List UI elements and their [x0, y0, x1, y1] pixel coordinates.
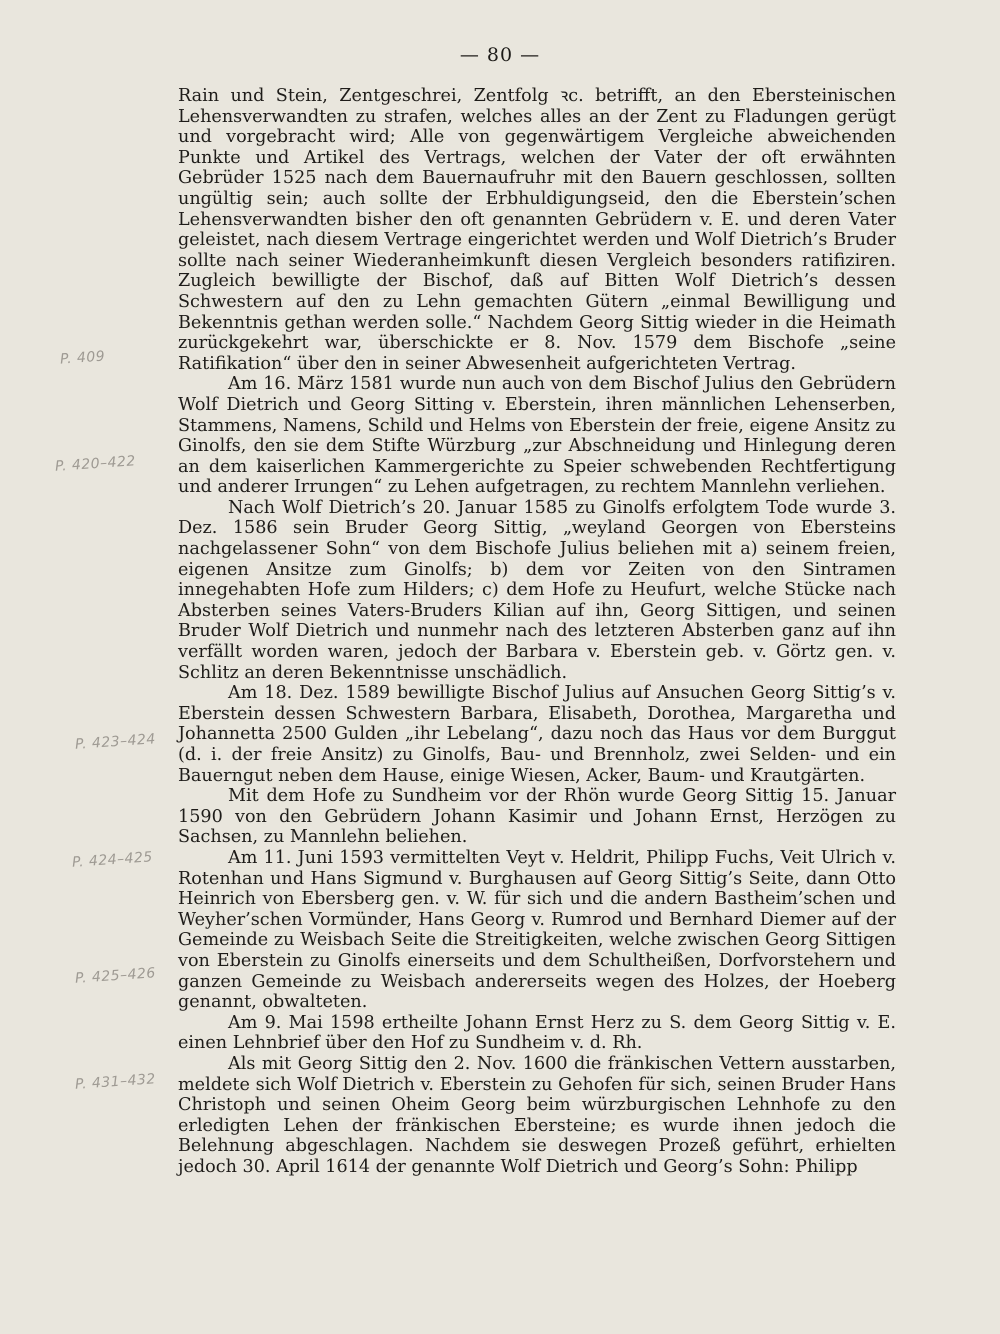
margin-note: P. 420–422: [54, 453, 137, 475]
paragraph: Am 18. Dez. 1589 bewilligte Bischof Julius auf Ansuchen Georg Sittig’s v. Eberstein dessen Schwestern Barbara, Elisabeth, Dorothea, Margaretha und Johannetta 2500 Gulden „ihr Lebelang“, dazu noch das Haus vor dem Burggut (d. i. der freie Ansitz) zu Ginolfs, Bau- und Brennholz, zwei Selden- und ein Bauerngut neben dem Hause, einige Wiesen, Acker, Baum- und Krautgärten.: [178, 683, 896, 786]
margin-note: P. 409: [59, 348, 106, 368]
margin-note: P. 424–425: [71, 849, 154, 871]
paragraph: Mit dem Hofe zu Sundheim vor der Rhön wurde Georg Sittig 15. Januar 1590 von den Gebrüdern Johann Kasimir und Johann Ernst, Herzögen zu Sachsen, zu Mannlehn beliehen.: [178, 786, 896, 848]
margin-note: P. 425–426: [74, 965, 157, 987]
paragraph: Als mit Georg Sittig den 2. Nov. 1600 die fränkischen Vettern ausstarben, meldete sich Wolf Dietrich v. Eberstein zu Gehofen für sich, seinen Bruder Hans Christoph und seinen Oheim Georg beim würzburgischen Lehnhofe zu den erledigten Lehen der fränkischen Ebersteine; es wurde ihnen jedoch die Belehnung abgeschlagen. Nachdem sie deswegen Prozeß geführt, erhielten jedoch 30. April 1614 der genannte Wolf Dietrich und Georg’s Sohn: Philipp: [178, 1053, 896, 1177]
paragraph: Nach Wolf Dietrich’s 20. Januar 1585 zu Ginolfs erfolgtem Tode wurde 3. Dez. 1586 sein Bruder Georg Sittig, „weyland Georgen von Ebersteins nachgelassener Sohn“ von dem Bischofe Julius beliehen mit a) seinem freien, eigenen Ansitze zum Ginolfs; b) dem vor Zeiten von den Sintramen innegehabten Hofe zum Hilders; c) dem Hofe zu Heufurt, welche Stücke nach Absterben seines Vaters-Bruders Kilian auf ihn, Georg Sittigen, und seinen Bruder Wolf Dietrich und nunmehr nach des letzteren Absterben ganz auf ihn verfällt worden waren, jedoch der Barbara v. Eberstein geb. v. Görtz gen. v. Schlitz an deren Bekenntnisse unschädlich.: [178, 497, 896, 683]
paragraph: Am 9. Mai 1598 ertheilte Johann Ernst Herz zu S. dem Georg Sittig v. E. einen Lehnbrief über den Hof zu Sundheim v. d. Rh.: [178, 1012, 896, 1054]
page-number: — 80 —: [459, 44, 541, 66]
body-text: [178, 86, 896, 1177]
paragraph: Rain und Stein, Zentgeschrei, Zentfolg ꝛc. betrifft, an den Ebersteinischen Lehensverwandten zu strafen, welches alles an der Zent zu Fladungen gerügt und vorgebracht wird; Alle von gegenwärtigem Vergleiche abweichenden Punkte und Artikel des Vertrags, welchen der Vater der oft erwähnten Gebrüder 1525 nach dem Bauernaufruhr mit den Bauern geschlossen, sollten ungültig sein; auch sollte der Erbhuldigungseid, den die Eberstein’schen Lehensverwandten bisher den oft genannten Gebrüdern v. E. und deren Vater geleistet, nach diesem Vertrage eingerichtet werden und Wolf Dietrich’s Bruder sollte nach seiner Wiederanheimkunft diesen Vergleich besonders ratifiziren. Zugleich bewilligte der Bischof, daß auf Bitten Wolf Dietrich’s dessen Schwestern auf den zu Lehn gemachten Gütern „einmal Bewilligung und Bekenntnis gethan werden solle.“ Nachdem Georg Sittig wieder in die Heimath zurückgekehrt war, überschickte er 8. Nov. 1579 dem Bischofe „seine Ratifikation“ über den in seiner Abwesenheit aufgerichteten Vertrag.: [178, 86, 896, 374]
paragraph: Am 11. Juni 1593 vermittelten Veyt v. Heldrit, Philipp Fuchs, Veit Ulrich v. Rotenhan und Hans Sigmund v. Burghausen auf Georg Sittig’s Seite, dann Otto Heinrich von Ebersberg gen. v. W. für sich und die andern Bastheim’schen und Weyher’schen Vormünder, Hans Georg v. Rumrod und Bernhard Diemer auf der Gemeinde zu Weisbach Seite die Streitigkeiten, welche zwischen Georg Sittigen von Eberstein zu Ginolfs einerseits und dem Schultheißen, Dorfvorstehern und ganzen Gemeinde zu Weisbach andererseits wegen des Holzes, der Hoeberg genannt, obwalteten.: [178, 847, 896, 1013]
paragraph: Am 16. März 1581 wurde nun auch von dem Bischof Julius den Gebrüdern Wolf Dietrich und Georg Sitting v. Eberstein, ihren männlichen Lehenserben, Stammens, Namens, Schild und Helms von Eberstein der freie, eigene Ansitz zu Ginolfs, den sie dem Stifte Würzburg „zur Abschneidung und Hinlegung deren an dem kaiserlichen Kammergerichte zu Speier schwebenden Rechtfertigung und anderer Irrungen“ zu Lehen aufgetragen, zu rechtem Mannlehn verliehen.: [178, 374, 896, 498]
margin-note: P. 423–424: [74, 731, 157, 753]
margin-note: P. 431–432: [74, 1071, 157, 1093]
